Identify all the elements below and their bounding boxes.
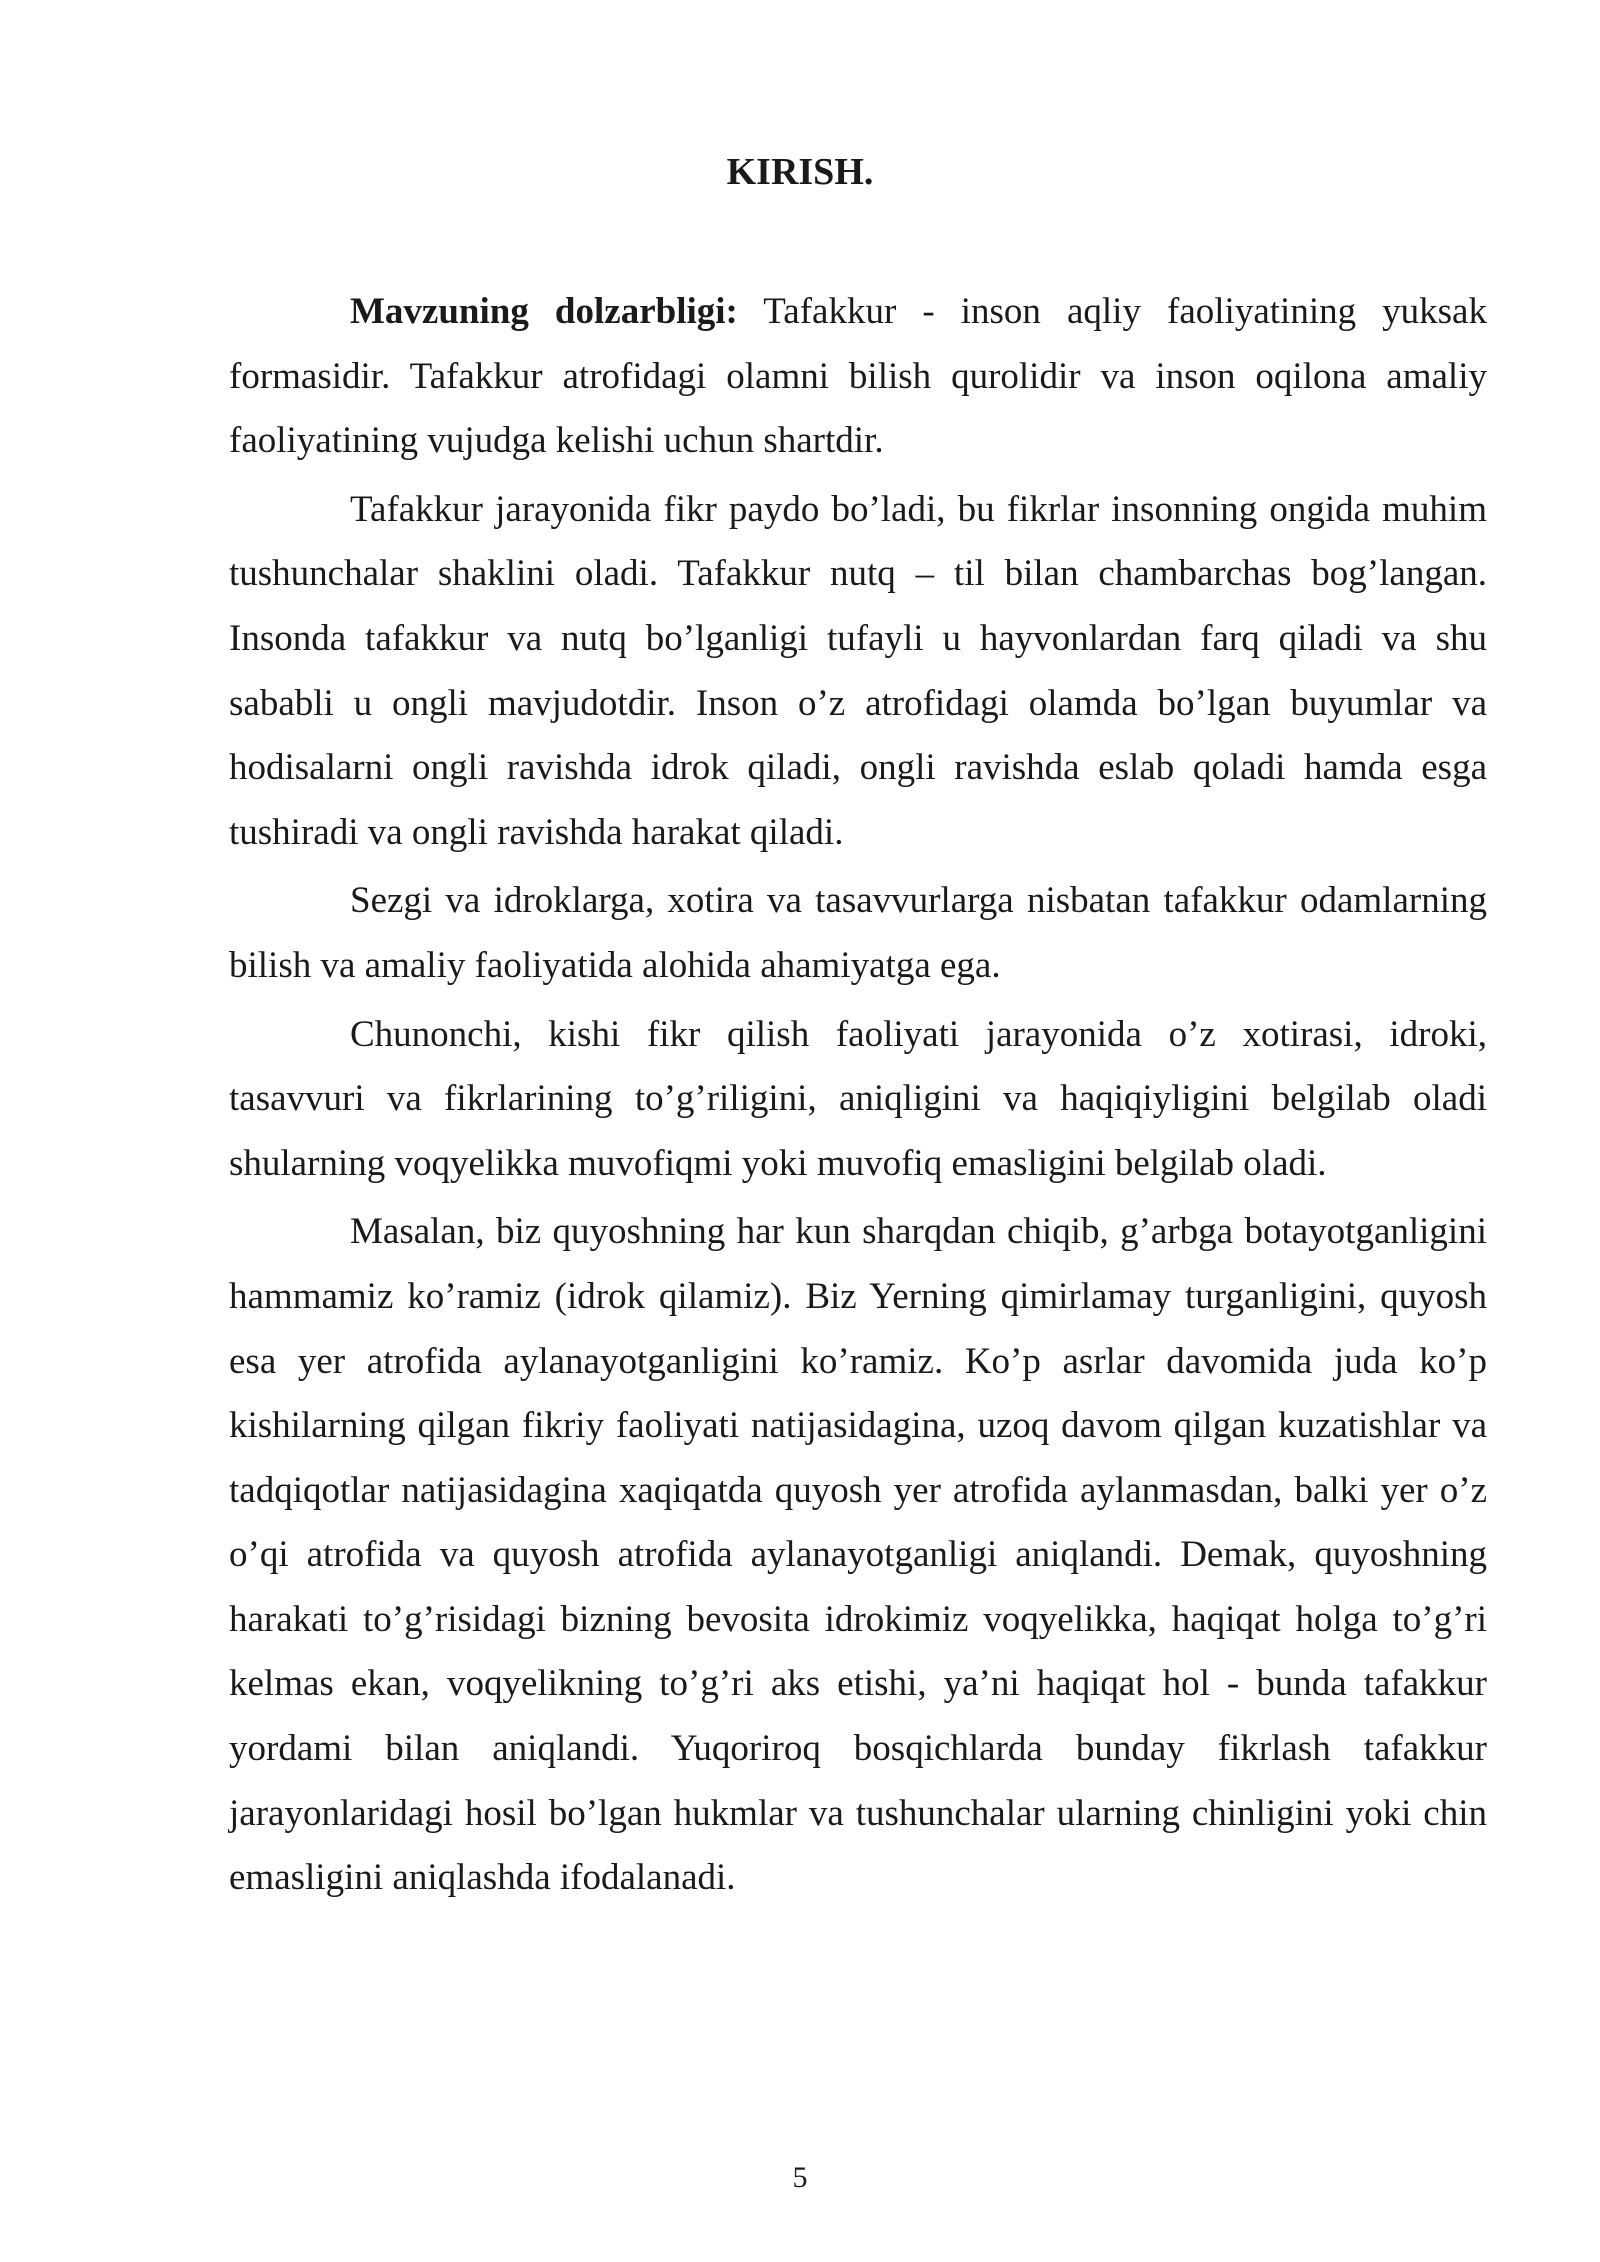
paragraph-thinking-process: Tafakkur jarayonida fikr paydo bo’ladi, bu fikrlar insonning ongida muhim tushunchalar shaklini oladi. Tafakkur nutq – til bilan chambarchas bog’langan. Insonda tafakkur va nutq bo’lganligi tufayli u hayvonlardan farq qiladi va shu sababli u ongli mavjudotdir. Inson o’z atrofidagi olamda bo’lgan buyumlar va hodisalarni ongli ravishda idrok qiladi, ongli ravishda eslab qoladi hamda esga tushiradi va ongli ravishda harakat qiladi. — [229, 488, 1487, 853]
paragraph-lead-label: Mavzuning dolzarbligi: — [350, 291, 738, 332]
page-number: 5 — [792, 2161, 808, 2194]
paragraph-text: Tafakkur - inson aqliy faoliyatining yuksak formasidir. Tafakkur atrofidagi olamni bilish qurolidir va inson oqilona amaliy faoliyatining vujudga kelishi uchun shartdir. — [229, 291, 1487, 462]
paragraph-example: Masalan, biz quyoshning har kun sharqdan chiqib, g’arbga botayotganligini hammamiz ko’ramiz (idrok qilamiz). Biz Yerning qimirlamay turganligini, quyosh esa yer atrofida aylanayotganligini ko’ramiz. Ko’p asrlar davomida juda ko’p kishilarning qilgan fikriy faoliyati natijasidagina, uzoq davom qilgan kuzatishlar va tadqiqotlar natijasidagina xaqiqatda quyosh yer atrofida aylanmasdan, balki yer o’z o’qi atrofida va quyosh atrofida aylanayotganligi aniqlandi. Demak, quyoshning harakati to’g’risidagi bizning bevosita idrokimiz voqyelikka, haqiqat holga to’g’ri kelmas ekan, voqyelikning to’g’ri aks etishi, ya’ni haqiqat hol - bunda tafakkur yordami bilan aniqlandi. Yuqoriroq bosqichlarda bunday fikrlash tafakkur jarayonlaridagi hosil bo’lgan hukmlar va tushunchalar ularning chinligini yoki chin emasligini aniqlashda ifodalanadi. — [229, 1211, 1487, 1899]
paragraph-perception: Sezgi va idroklarga, xotira va tasavvurlarga nisbatan tafakkur odamlarning bilish va amaliy faoliyatida alohida ahamiyatga ega. — [229, 880, 1487, 986]
paragraph-verification: Chunonchi, kishi fikr qilish faoliyati jarayonida o’z xotirasi, idroki, tasavvuri va fikrlarining to’g’riligini, aniqligini va haqiqiyligini belgilab oladi shularning voqyelikka muvofiqmi yoki muvofiq emasligini belgilab oladi. — [229, 1013, 1487, 1184]
paragraph-relevance — [229, 280, 1487, 474]
page-title: KIRISH. — [726, 151, 874, 193]
body-text — [229, 280, 1487, 1915]
